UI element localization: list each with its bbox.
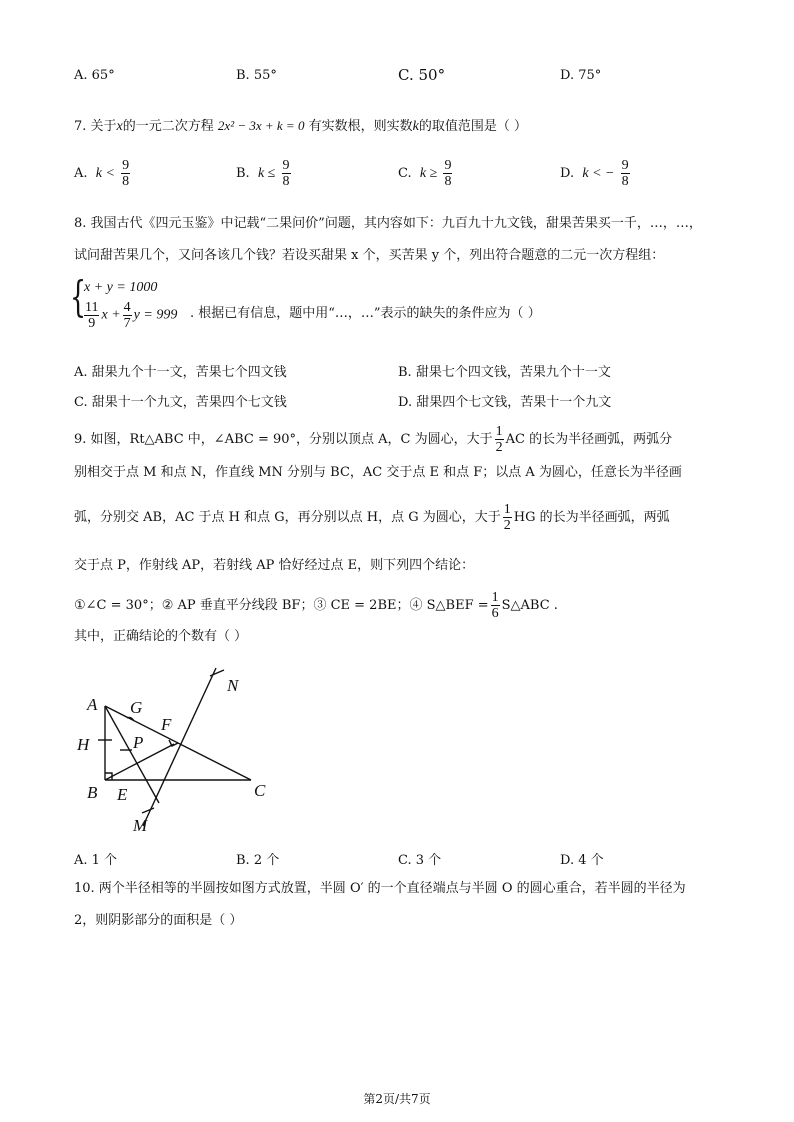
label-h: H bbox=[77, 735, 90, 754]
q6-option-b: B. 55° bbox=[236, 68, 277, 83]
label-g: G bbox=[130, 698, 143, 717]
question-8-line-1: 8. 我国古代《四元玉鉴》中记载“二果问价”问题，其内容如下：九百九十九文钱，甜果苦果买一千，…，…， bbox=[74, 216, 702, 231]
q7-option-a: A. k < $\frac{9}{8}$ bbox=[74, 158, 130, 189]
line-mn bbox=[143, 668, 216, 826]
q8-option-d: D. 甜果四个七文钱，苦果十一个九文 bbox=[398, 395, 612, 410]
question-9-line-5: ①∠C = 30°；② AP 垂直平分线段 BF；③ CE = 2BE；④ S△BEF = $\frac{1}{6}$ S△ABC . bbox=[74, 590, 558, 621]
q6-option-a: A. 65° bbox=[74, 68, 115, 83]
question-9-line-3: 弧，分别交 AB，AC 于点 H 和点 G，再分别以点 H，点 G 为圆心，大于 $\frac{1}{2}$ HG 的长为半径画弧，两弧 bbox=[74, 502, 670, 533]
label-p: P bbox=[133, 733, 144, 752]
question-8-line-2: 试问甜苦果几个，又问各该几个钱？若设买甜果 x 个，买苦果 y 个，列出符合题意的二元一次方程组： bbox=[74, 248, 665, 263]
label-c: C bbox=[254, 781, 266, 800]
question-9-line-2: 别相交于点 M 和点 N，作直线 MN 分别与 BC，AC 交于点 E 和点 F；以点 A 为圆心，任意长为半径画 bbox=[74, 465, 682, 480]
q7-option-b: B. k ≤ $\frac{9}{8}$ bbox=[236, 158, 290, 189]
q8-equation-2: $\frac{11}{9}$ x + $\frac{4}{7}$ y = 999 bbox=[85, 300, 178, 331]
q7-option-d: D. k < − $\frac{9}{8}$ bbox=[560, 158, 629, 189]
q8-option-b: B. 甜果七个四文钱，苦果九个十一文 bbox=[398, 365, 611, 380]
label-e: E bbox=[117, 785, 128, 804]
q8-option-c: C. 甜果十一个九文，苦果四个七文钱 bbox=[74, 395, 287, 410]
q9-option-d: D. 4 个 bbox=[560, 853, 604, 868]
label-a: A bbox=[87, 695, 98, 714]
arc-mark-n bbox=[210, 670, 224, 676]
q8-option-a: A. 甜果九个十一文，苦果七个四文钱 bbox=[74, 365, 287, 380]
q9-option-a: A. 1 个 bbox=[74, 853, 118, 868]
arc-mark-m bbox=[142, 808, 154, 813]
label-m: M bbox=[133, 816, 148, 833]
q6-option-d: D. 75° bbox=[560, 68, 602, 83]
question-10-line-1: 10. 两个半径相等的半圆按如图方式放置，半圆 O′ 的一个直径端点与半圆 O 的圆心重合，若半圆的半径为 bbox=[74, 881, 686, 896]
question-8-line-3: . 根据已有信息，题中用“…，…”表示的缺失的条件应为（ ） bbox=[190, 306, 541, 321]
ray-ap bbox=[105, 706, 159, 803]
question-10-line-2: 2，则阴影部分的面积是（ ） bbox=[74, 913, 243, 928]
label-n: N bbox=[227, 676, 239, 695]
q7-equation: 2x² − 3x + k = 0 bbox=[217, 118, 305, 133]
question-9-line-1: 9. 如图，Rt△ABC 中，∠ABC = 90°，分别以顶点 A，C 为圆心，大于 $\frac{1}{2}$ AC 的长为半径画弧，两弧分 bbox=[74, 424, 673, 455]
equation-system-brace: { bbox=[70, 272, 87, 321]
page-footer: 第2页/共7页 bbox=[363, 1092, 431, 1106]
q9-option-b: B. 2 个 bbox=[236, 853, 280, 868]
q7-option-c: C. k ≥ $\frac{9}{8}$ bbox=[398, 158, 452, 189]
question-9-line-6: 其中，正确结论的个数有（ ） bbox=[74, 629, 248, 644]
label-b: B bbox=[87, 783, 98, 802]
q9-option-c: C. 3 个 bbox=[398, 853, 442, 868]
q6-option-c: C. 50° bbox=[398, 66, 446, 84]
label-f: F bbox=[161, 715, 172, 734]
geometry-figure bbox=[76, 658, 286, 833]
question-9-line-4: 交于点 P，作射线 AP，若射线 AP 恰好经过点 E，则下列四个结论： bbox=[74, 558, 475, 573]
q8-equation-1: x + y = 1000 bbox=[84, 280, 158, 295]
question-7-stem: 7. 关于x的一元二次方程 2x² − 3x + k = 0 有实数根，则实数k的取值范围是（ ） bbox=[74, 118, 527, 134]
